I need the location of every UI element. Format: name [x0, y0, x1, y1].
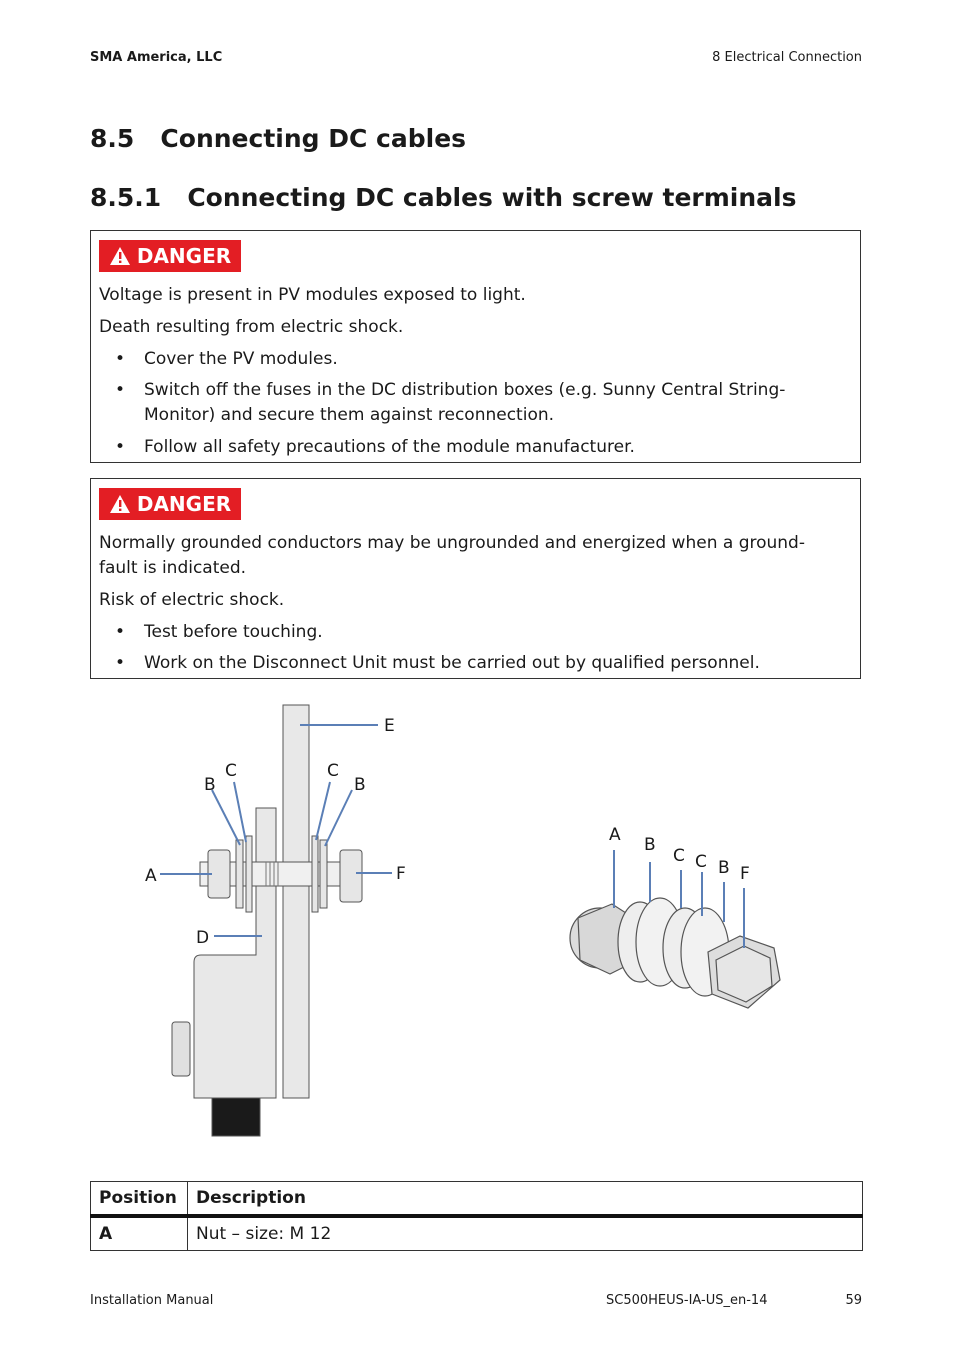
label-f: F	[396, 864, 406, 884]
warning-triangle-icon	[109, 494, 131, 514]
section-number: 8.5	[90, 124, 135, 153]
label-a: A	[145, 866, 157, 886]
washer-left-b	[236, 840, 243, 908]
measure-item: • Follow all safety precautions of the module manufacturer.	[99, 435, 839, 460]
header-company: SMA America, LLC	[90, 50, 223, 65]
danger-box-2	[90, 478, 861, 679]
washer-right-b	[320, 840, 327, 908]
danger-badge	[99, 488, 241, 520]
table-row	[91, 1216, 863, 1251]
danger-label: DANGER	[136, 492, 232, 516]
cell-description: Nut – size: M 12	[188, 1216, 863, 1251]
small-nut	[172, 1022, 190, 1076]
section-title	[90, 124, 466, 153]
black-block	[212, 1098, 260, 1136]
danger-consequence: Risk of electric shock.	[99, 590, 285, 610]
label-b: B	[204, 775, 216, 795]
column-header-position: Position	[91, 1182, 188, 1217]
3d-view-drawing	[570, 898, 780, 1008]
subsection-number: 8.5.1	[90, 183, 162, 212]
footer-manual: Installation Manual	[90, 1293, 214, 1308]
subsection-title-text: Connecting DC cables with screw terminals	[187, 183, 797, 212]
washer-right-c	[312, 836, 318, 912]
label-d: D	[196, 928, 210, 948]
nut-right	[340, 850, 362, 902]
danger-consequence: Death resulting from electric shock.	[99, 317, 404, 337]
screw-terminal-figure	[0, 690, 954, 1150]
page-number: 59	[845, 1293, 862, 1308]
label-c: C	[673, 846, 685, 866]
header-chapter: 8 Electrical Connection	[712, 50, 862, 65]
section-title-text: Connecting DC cables	[160, 124, 467, 153]
busbar	[283, 705, 309, 1098]
label-f: F	[740, 864, 750, 884]
label-b: B	[354, 775, 366, 795]
measure-item: • Work on the Disconnect Unit must be carried out by qualified personnel.	[99, 651, 839, 676]
column-header-description: Description	[188, 1182, 863, 1217]
label-a: A	[609, 825, 621, 845]
measure-item: • Switch off the fuses in the DC distribution boxes (e.g. Sunny Central String-Monitor) and secure them against reconnection.	[99, 378, 839, 428]
warning-triangle-icon	[109, 246, 131, 266]
label-c: C	[695, 852, 707, 872]
table-header-row	[91, 1182, 863, 1217]
bracket	[194, 808, 276, 1098]
position-table	[90, 1181, 863, 1251]
measure-item: • Test before touching.	[99, 620, 839, 645]
measure-item: • Cover the PV modules.	[99, 347, 839, 372]
label-b: B	[718, 858, 730, 878]
danger-box-1	[90, 230, 861, 463]
label-e: E	[384, 716, 395, 736]
washer-left-c	[246, 836, 252, 912]
label-c: C	[225, 761, 237, 781]
label-b: B	[644, 835, 656, 855]
danger-hazard: Voltage is present in PV modules exposed to light.	[99, 285, 526, 305]
danger-badge	[99, 240, 241, 272]
danger-hazard: Normally grounded conductors may be ungrounded and energized when a ground-fault is indicated.	[99, 533, 805, 578]
subsection-title	[90, 183, 797, 212]
cell-position: A	[91, 1216, 188, 1251]
footer-doc-id: SC500HEUS-IA-US_en-14	[606, 1293, 768, 1308]
danger-measures	[99, 620, 839, 676]
label-c: C	[327, 761, 339, 781]
danger-measures	[99, 347, 839, 460]
danger-label: DANGER	[136, 244, 232, 268]
